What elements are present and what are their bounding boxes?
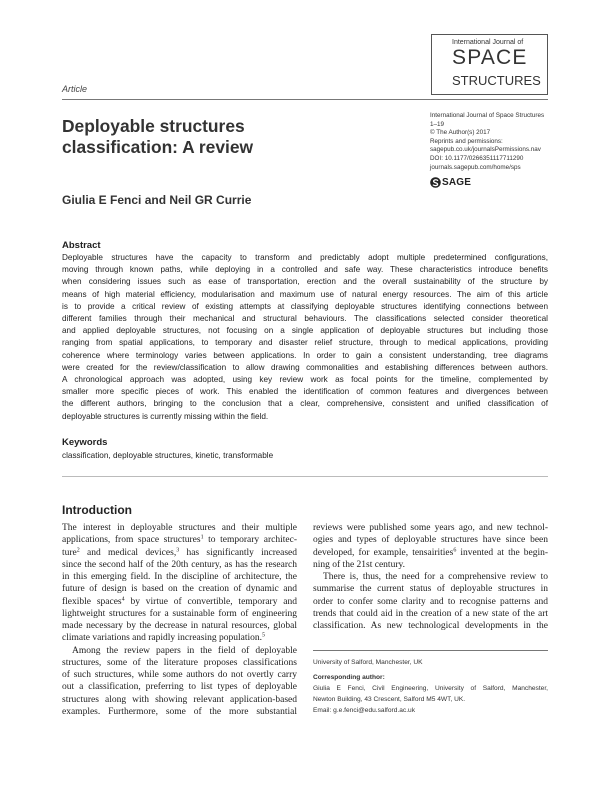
text-line — [62, 596, 297, 608]
text-line: were created for the review/classification to allow drawing commonalities and establishing differences between authors. — [62, 362, 548, 372]
citation-superscript: 6 — [453, 547, 457, 553]
journal-logo-structures: STRUCTURES — [452, 73, 541, 88]
affiliation: University of Salford, Manchester, UK — [313, 659, 423, 666]
text-line: lightweight structures for a sustainable form of engineering — [62, 608, 297, 619]
text-line: ogies and types of deployable structures have since been — [313, 535, 548, 546]
journal-homepage-link[interactable]: journals.sagepub.com/home/sps — [430, 163, 521, 171]
text-line: A chronological approach was adopted, using key review work as focal points for the timeline, complemented by — [62, 375, 548, 385]
text-line: when considering issues such as ease of transportation, erection and the overall sustainability of the structure by — [62, 277, 548, 287]
article-metadata — [430, 112, 560, 172]
citation-superscript: 5 — [261, 632, 265, 639]
footnote-divider — [313, 650, 548, 651]
publisher-logo — [430, 177, 471, 188]
text-line: made necessary by the decrease in natural resources, global — [62, 621, 297, 631]
text-segment: climate variations and rapidly increasing population. — [62, 633, 262, 644]
journal-logo — [431, 34, 548, 95]
intro-paragraph-2-continued — [313, 522, 548, 571]
citation-superscript: 1 — [200, 534, 204, 541]
text-line: the different authors, bringing to the conclusion that a clear, comprehensive, consistent and unified classification of — [62, 399, 548, 409]
text-line: and applied deployable structures, not focusing on a single application of deployable structures but including those — [62, 326, 548, 336]
text-line: of such structures, while some authors do not overtly carry — [62, 670, 297, 680]
text-line: The interest in deployable structures and their multiple — [62, 523, 297, 533]
abstract-body — [62, 252, 548, 423]
text-line: summarise the current status of deployable structures in — [313, 584, 548, 595]
citation-superscript: 4 — [121, 596, 125, 602]
text-segment: by virtue of convertible, temporary and — [124, 596, 298, 607]
left-text-column — [62, 522, 297, 718]
text-line: Newton Building, 43 Crescent, Salford M5 4WT, UK. — [313, 696, 466, 703]
text-line: different families through their mechanical and structural behaviours. The classifications selected consider theoretical — [62, 314, 548, 324]
journal-name: International Journal of Space Structures — [430, 112, 545, 119]
section-heading-introduction: Introduction — [62, 503, 132, 517]
text-segment: and medical devices, — [79, 547, 177, 558]
text-line: structures along with showing relevant application-based — [62, 694, 297, 705]
corresponding-address — [313, 683, 548, 705]
text-line: Giulia E Fenci, Civil Engineering, University of Salford, Manchester, — [313, 685, 548, 692]
text-line: order to confer some clarity and to recognise patterns and — [313, 596, 548, 607]
text-segment: to temporary architec- — [203, 535, 297, 546]
text-line — [313, 547, 548, 559]
text-line: smaller more specific pieces of work. This enabled the identification of common features and divergences between — [62, 387, 548, 397]
text-segment: developed, for example, tensairities — [313, 547, 454, 558]
text-segment: invented at the begin- — [456, 547, 548, 558]
keywords-list: classification, deployable structures, kinetic, transformable — [62, 451, 274, 460]
text-line: trends that could aid in the creation of a new state of the art — [313, 608, 548, 619]
right-text-column — [313, 522, 548, 632]
text-line: is to provide a critical review of existing attempts at classifying deployable structures identifying connections between — [62, 301, 548, 311]
page-range: 1–19 — [430, 120, 445, 128]
doi-link[interactable]: DOI: 10.1177/0266351117711290 — [430, 154, 524, 162]
intro-paragraph-2 — [62, 645, 297, 719]
journal-logo-line1: International Journal of — [452, 39, 524, 46]
publisher-name: SAGE — [442, 177, 472, 188]
section-divider — [62, 476, 548, 477]
keywords-heading: Keywords — [62, 437, 108, 448]
text-line: Among the review papers in the field of deployable — [72, 645, 297, 656]
text-line: coherence where terminology varies between applications. In order to gain a consistent understanding, tree diagrams — [62, 350, 548, 360]
journal-logo-space: SPACE — [452, 46, 528, 69]
citation-superscript: 2 — [76, 547, 80, 553]
article-type-label: Article — [62, 84, 88, 94]
text-line — [62, 534, 297, 546]
text-line: means of high material efficiency, modularisation and maximum use of natural energy resources. The aim of this article — [62, 289, 548, 299]
author-footnote — [313, 657, 548, 716]
intro-paragraph-1 — [62, 522, 297, 645]
text-line: ranging from spatial applications, to temporary and disaster relief structure, through to medical applications, providing — [62, 338, 548, 348]
text-line — [62, 547, 297, 559]
text-line: reviews were published some years ago, and new technol- — [313, 523, 548, 533]
text-segment: ture — [62, 547, 77, 558]
text-line: examples. Furthermore, some of the more substantial — [62, 706, 297, 717]
text-line: Deployable structures have the capacity to transform and predictably adopt multiple predetermined configurations, — [62, 253, 548, 262]
corresponding-author-heading: Corresponding author: — [313, 674, 385, 681]
citation-superscript: 3 — [176, 547, 180, 553]
text-segment: applications, from space structures — [62, 535, 201, 546]
article-title: Deployable structures classification: A review — [62, 116, 254, 157]
text-line: deployable structures is currently missing within the field. — [62, 411, 269, 421]
text-segment: flexible spaces — [62, 596, 122, 607]
corresponding-email[interactable]: Email: g.e.fenci@edu.salford.ac.uk — [313, 707, 415, 714]
text-line: in this emerging field. In the discipline of architecture, the — [62, 572, 297, 582]
sage-logo-icon — [430, 177, 441, 188]
abstract-heading: Abstract — [62, 240, 101, 251]
text-line: since the second half of the 20th century, as has the research — [62, 559, 297, 570]
text-line: structures, some of the literature proposes classifications — [62, 657, 297, 668]
text-line: There is, thus, the need for a comprehensive review to — [323, 572, 548, 582]
text-line: ning of the 21st century. — [313, 559, 405, 570]
copyright: © The Author(s) 2017 — [430, 129, 491, 137]
text-line: classification. As new technological developments in the — [313, 621, 548, 631]
text-line — [62, 632, 297, 644]
text-line: moving through known paths, while deploying in a controlled and safe way. These characteristics introduce benefits — [62, 265, 548, 275]
text-line: future of design is based on the creation of dynamic and — [62, 584, 297, 595]
author-list: Giulia E Fenci and Neil GR Currie — [62, 193, 252, 207]
text-line: out a classification, preferring to list types of deployable — [62, 682, 297, 693]
reprints-label: Reprints and permissions: — [430, 137, 503, 145]
header-divider — [62, 99, 548, 100]
reprints-link[interactable]: sagepub.co.uk/journalsPermissions.nav — [430, 146, 541, 154]
text-segment: has significantly increased — [179, 547, 297, 558]
intro-paragraph-3 — [313, 571, 548, 632]
